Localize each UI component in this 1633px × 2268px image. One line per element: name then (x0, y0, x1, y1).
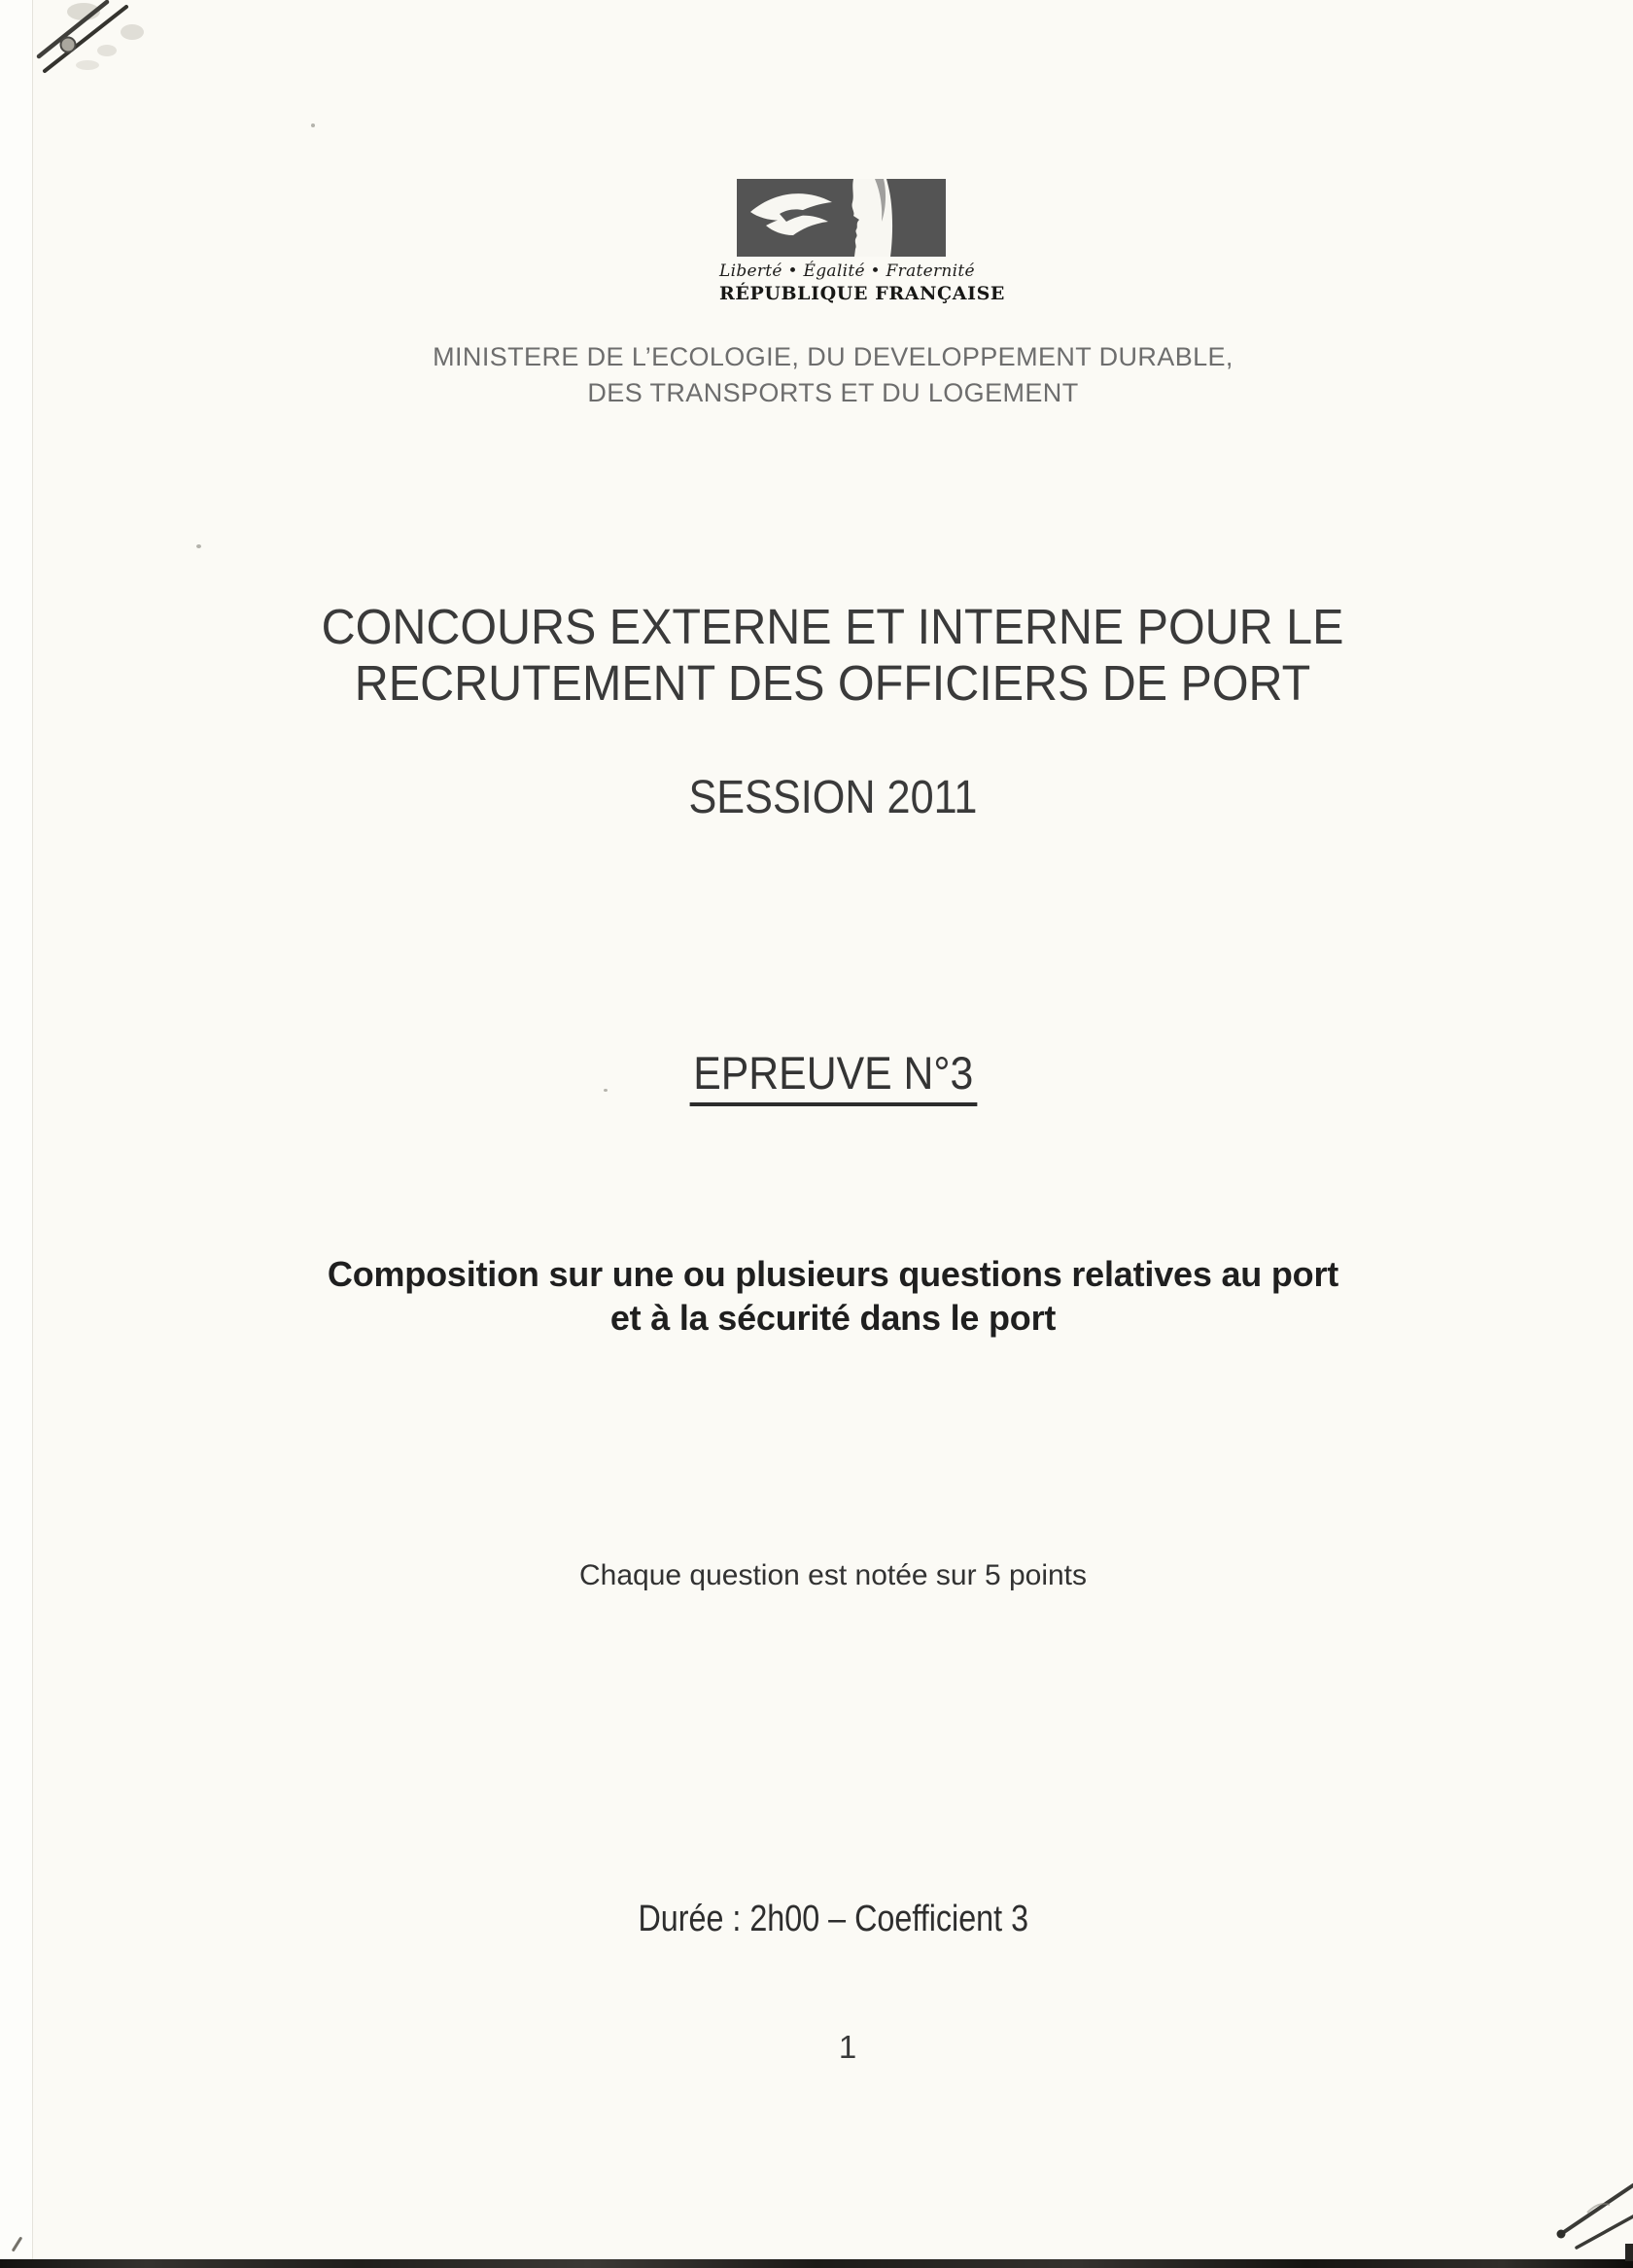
title-line-1: CONCOURS EXTERNE ET INTERNE POUR LE (322, 599, 1344, 654)
scan-speckle (311, 123, 315, 127)
ministry-line-2: DES TRANSPORTS ET DU LOGEMENT (587, 378, 1079, 407)
scan-speckle (196, 544, 201, 548)
logo-republic-name: RÉPUBLIQUE FRANÇAISE (719, 283, 1005, 304)
scan-mark-top-left-icon (8, 0, 163, 97)
scan-speckle (604, 1089, 608, 1092)
title-line-2: RECRUTEMENT DES OFFICIERS DE PORT (355, 655, 1311, 711)
scan-bottom-edge (0, 2259, 1633, 2268)
session-label: SESSION 2011 (688, 772, 978, 823)
document-title (33, 599, 1633, 712)
epreuve-heading (33, 1046, 1633, 1099)
ministry-name (33, 339, 1633, 411)
scan-corner-edge (1625, 2244, 1633, 2261)
grading-note: Chaque question est notée sur 5 points (578, 1559, 1088, 1591)
government-header (719, 179, 1005, 304)
exam-subject (33, 1252, 1633, 1340)
subject-line-1: Composition sur une ou plusieurs questions relatives au port (327, 1254, 1339, 1294)
subject-line-2: et à la sécurité dans le port (609, 1298, 1057, 1338)
republique-francaise-logo-icon (737, 179, 946, 257)
scan-left-margin (0, 0, 33, 2268)
epreuve-heading-text: EPREUVE N°3 (689, 1047, 976, 1106)
scan-mark-bottom-right-icon (1541, 2176, 1633, 2263)
duration-coefficient: Durée : 2h00 – Coefficient 3 (638, 1899, 1028, 1939)
page-number: 1 (838, 2029, 857, 2065)
ministry-line-1: MINISTERE DE L’ECOLOGIE, DU DEVELOPPEMENT DURABLE, (433, 342, 1233, 371)
logo-motto: Liberté • Égalité • Fraternité (719, 262, 975, 281)
